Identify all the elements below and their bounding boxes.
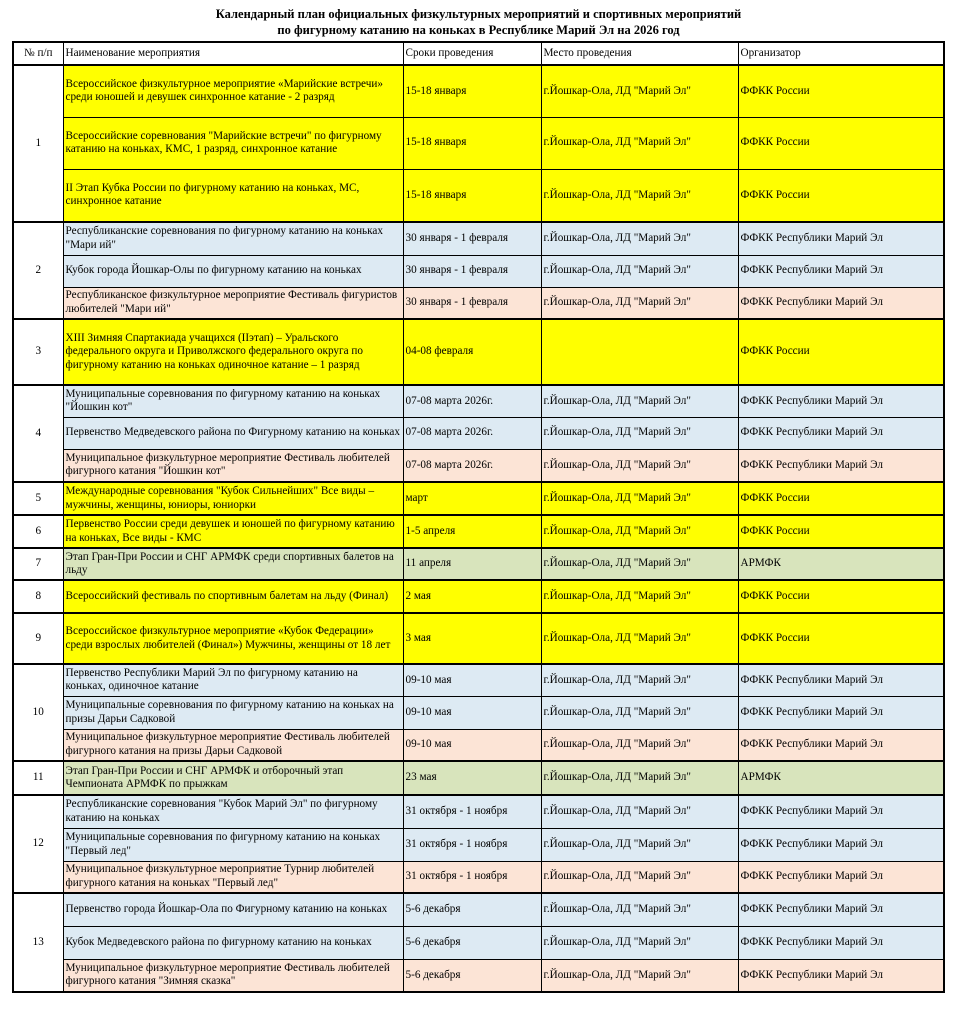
table-row (13, 696, 944, 729)
table-row (13, 319, 944, 385)
event-place: г.Йошкар-Ола, ЛД "Марий Эл" (541, 287, 738, 319)
event-place: г.Йошкар-Ола, ЛД "Марий Эл" (541, 729, 738, 761)
event-place: г.Йошкар-Ола, ЛД "Марий Эл" (541, 117, 738, 169)
table-row (13, 417, 944, 449)
event-dates: 2 мая (403, 580, 541, 613)
event-place: г.Йошкар-Ола, ЛД "Марий Эл" (541, 893, 738, 926)
table-row (13, 255, 944, 287)
event-name: Муниципальное физкультурное мероприятие Фестиваль любителей фигурного катания "Йошкин кот" (63, 449, 403, 482)
event-organizer: ФФКК Республики Марий Эл (738, 861, 944, 893)
event-place: г.Йошкар-Ола, ЛД "Марий Эл" (541, 613, 738, 664)
header-num: № п/п (13, 42, 63, 65)
events-table (12, 41, 945, 993)
event-name: XIII Зимняя Спартакиада учащихся (IIэтап) – Уральского федерального округа и Приволжского федерального округа по фигурному катанию на коньках одиночное катание – 1 разряд (63, 319, 403, 385)
event-dates: март (403, 482, 541, 515)
event-dates: 07-08 марта 2026г. (403, 385, 541, 417)
event-place: г.Йошкар-Ола, ЛД "Марий Эл" (541, 795, 738, 828)
header-organizer: Организатор (738, 42, 944, 65)
event-organizer: ФФКК России (738, 580, 944, 613)
event-place: г.Йошкар-Ола, ЛД "Марий Эл" (541, 417, 738, 449)
table-row (13, 761, 944, 795)
event-place: г.Йошкар-Ола, ЛД "Марий Эл" (541, 696, 738, 729)
group-number: 1 (13, 65, 63, 222)
event-organizer: ФФКК Республики Марий Эл (738, 222, 944, 255)
event-place: г.Йошкар-Ола, ЛД "Марий Эл" (541, 580, 738, 613)
event-organizer: ФФКК Республики Марий Эл (738, 696, 944, 729)
table-row (13, 449, 944, 482)
table-row (13, 926, 944, 959)
table-row (13, 729, 944, 761)
event-dates: 15-18 января (403, 169, 541, 222)
event-name: Всероссийское физкультурное мероприятие «Кубок Федерации» среди взрослых любителей (Финал») Мужчины, женщины от 18 лет (63, 613, 403, 664)
group-number: 11 (13, 761, 63, 795)
event-organizer: ФФКК Республики Марий Эл (738, 417, 944, 449)
event-dates: 31 октября - 1 ноября (403, 861, 541, 893)
event-organizer: ФФКК Республики Марий Эл (738, 795, 944, 828)
table-body (13, 65, 944, 992)
event-organizer: ФФКК Республики Марий Эл (738, 893, 944, 926)
event-dates: 09-10 мая (403, 664, 541, 696)
event-organizer: ФФКК России (738, 515, 944, 548)
group-number: 3 (13, 319, 63, 385)
event-name: Этап Гран-При России и СНГ АРМФК среди спортивных балетов на льду (63, 548, 403, 580)
document-title (0, 0, 957, 37)
event-place: г.Йошкар-Ола, ЛД "Марий Эл" (541, 65, 738, 117)
event-dates: 31 октября - 1 ноября (403, 828, 541, 861)
event-name: Муниципальное физкультурное мероприятие Турнир любителей фигурного катания на коньках "Первый лед" (63, 861, 403, 893)
table-row (13, 795, 944, 828)
event-name: Этап Гран-При России и СНГ АРМФК и отборочный этап Чемпионата АРМФК по прыжкам (63, 761, 403, 795)
table-row (13, 613, 944, 664)
event-dates: 11 апреля (403, 548, 541, 580)
event-place: г.Йошкар-Ола, ЛД "Марий Эл" (541, 255, 738, 287)
table-row (13, 861, 944, 893)
event-organizer: ФФКК Республики Марий Эл (738, 828, 944, 861)
table-row (13, 65, 944, 117)
header-dates: Сроки проведения (403, 42, 541, 65)
event-organizer: ФФКК России (738, 117, 944, 169)
event-dates: 15-18 января (403, 65, 541, 117)
event-dates: 07-08 марта 2026г. (403, 449, 541, 482)
event-name: Первенство России среди девушек и юношей по фигурному катанию на коньках, Все виды - КМС (63, 515, 403, 548)
event-place: г.Йошкар-Ола, ЛД "Марий Эл" (541, 449, 738, 482)
event-organizer: ФФКК Республики Марий Эл (738, 729, 944, 761)
header-name: Наименование мероприятия (63, 42, 403, 65)
event-dates: 5-6 декабря (403, 959, 541, 992)
event-place: г.Йошкар-Ола, ЛД "Марий Эл" (541, 222, 738, 255)
event-dates: 04-08 февраля (403, 319, 541, 385)
event-name: Республиканское физкультурное мероприятие Фестиваль фигуристов любителей "Мари ий" (63, 287, 403, 319)
event-dates: 23 мая (403, 761, 541, 795)
event-organizer: ФФКК Республики Марий Эл (738, 959, 944, 992)
group-number: 4 (13, 385, 63, 482)
event-name: Республиканские соревнования по фигурному катанию на коньках "Мари ий" (63, 222, 403, 255)
table-row (13, 287, 944, 319)
event-name: Муниципальные соревнования по фигурному катанию на коньках на призы Дарьи Садковой (63, 696, 403, 729)
group-number: 6 (13, 515, 63, 548)
title-line-2: по фигурному катанию на коньках в Республике Марий Эл на 2026 год (277, 23, 680, 37)
event-organizer: ФФКК России (738, 319, 944, 385)
event-organizer: ФФКК Республики Марий Эл (738, 926, 944, 959)
event-name: Международные соревнования "Кубок Сильнейших" Все виды – мужчины, женщины, юниоры, юниорки (63, 482, 403, 515)
event-name: Всероссийское физкультурное мероприятие «Марийские встречи» среди юношей и девушек синхронное катание - 2 разряд (63, 65, 403, 117)
event-dates: 07-08 марта 2026г. (403, 417, 541, 449)
table-row (13, 482, 944, 515)
table-row (13, 959, 944, 992)
table-row (13, 515, 944, 548)
event-dates: 31 октября - 1 ноября (403, 795, 541, 828)
event-organizer: АРМФК (738, 548, 944, 580)
event-organizer: АРМФК (738, 761, 944, 795)
group-number: 7 (13, 548, 63, 580)
event-place: г.Йошкар-Ола, ЛД "Марий Эл" (541, 761, 738, 795)
event-dates: 09-10 мая (403, 696, 541, 729)
event-place: г.Йошкар-Ола, ЛД "Марий Эл" (541, 515, 738, 548)
group-number: 9 (13, 613, 63, 664)
event-name: Первенство Медведевского района по Фигурному катанию на коньках (63, 417, 403, 449)
table-header-row (13, 42, 944, 65)
event-organizer: ФФКК Республики Марий Эл (738, 664, 944, 696)
table-row (13, 893, 944, 926)
event-name: Республиканские соревнования "Кубок Марий Эл" по фигурному катанию на коньках (63, 795, 403, 828)
table-row (13, 222, 944, 255)
event-dates: 5-6 декабря (403, 926, 541, 959)
event-dates: 15-18 января (403, 117, 541, 169)
event-name: Муниципальные соревнования по фигурному катанию на коньках "Первый лед" (63, 828, 403, 861)
group-number: 8 (13, 580, 63, 613)
table-row (13, 580, 944, 613)
event-name: Кубок города Йошкар-Олы по фигурному катанию на коньках (63, 255, 403, 287)
header-place: Место проведения (541, 42, 738, 65)
event-dates: 30 января - 1 февраля (403, 222, 541, 255)
event-organizer: ФФКК России (738, 169, 944, 222)
table-row (13, 548, 944, 580)
event-name: Муниципальное физкультурное мероприятие Фестиваль любителей фигурного катания на призы Дарьи Садковой (63, 729, 403, 761)
event-dates: 1-5 апреля (403, 515, 541, 548)
group-number: 13 (13, 893, 63, 992)
event-place: г.Йошкар-Ола, ЛД "Марий Эл" (541, 385, 738, 417)
group-number: 10 (13, 664, 63, 761)
event-organizer: ФФКК Республики Марий Эл (738, 255, 944, 287)
event-organizer: ФФКК Республики Марий Эл (738, 385, 944, 417)
group-number: 12 (13, 795, 63, 893)
event-place: г.Йошкар-Ола, ЛД "Марий Эл" (541, 959, 738, 992)
event-place (541, 319, 738, 385)
event-organizer: ФФКК Республики Марий Эл (738, 287, 944, 319)
event-name: Кубок Медведевского района по фигурному катанию на коньках (63, 926, 403, 959)
event-place: г.Йошкар-Ола, ЛД "Марий Эл" (541, 926, 738, 959)
event-place: г.Йошкар-Ола, ЛД "Марий Эл" (541, 664, 738, 696)
event-organizer: ФФКК Республики Марий Эл (738, 449, 944, 482)
event-dates: 09-10 мая (403, 729, 541, 761)
event-place: г.Йошкар-Ола, ЛД "Марий Эл" (541, 828, 738, 861)
event-name: Муниципальное физкультурное мероприятие Фестиваль любителей фигурного катания "Зимняя сказка" (63, 959, 403, 992)
event-dates: 5-6 декабря (403, 893, 541, 926)
event-name: Муниципальные соревнования по фигурному катанию на коньках "Йошкин кот" (63, 385, 403, 417)
group-number: 5 (13, 482, 63, 515)
table-row (13, 664, 944, 696)
event-name: Всероссийские соревнования "Марийские встречи" по фигурному катанию на коньках, КМС, 1 разряд, синхронное катание (63, 117, 403, 169)
table-row (13, 385, 944, 417)
event-organizer: ФФКК России (738, 482, 944, 515)
table-row (13, 169, 944, 222)
table-row (13, 828, 944, 861)
event-name: Первенство Республики Марий Эл по фигурному катанию на коньках, одиночное катание (63, 664, 403, 696)
event-name: Первенство города Йошкар-Ола по Фигурному катанию на коньках (63, 893, 403, 926)
event-place: г.Йошкар-Ола, ЛД "Марий Эл" (541, 861, 738, 893)
table-row (13, 117, 944, 169)
event-dates: 30 января - 1 февраля (403, 255, 541, 287)
event-dates: 30 января - 1 февраля (403, 287, 541, 319)
event-place: г.Йошкар-Ола, ЛД "Марий Эл" (541, 548, 738, 580)
event-dates: 3 мая (403, 613, 541, 664)
event-place: г.Йошкар-Ола, ЛД "Марий Эл" (541, 482, 738, 515)
event-name: Всероссийский фестиваль по спортивным балетам на льду (Финал) (63, 580, 403, 613)
event-name: II Этап Кубка России по фигурному катанию на коньках, МС, синхронное катание (63, 169, 403, 222)
group-number: 2 (13, 222, 63, 319)
event-organizer: ФФКК России (738, 65, 944, 117)
event-organizer: ФФКК России (738, 613, 944, 664)
event-place: г.Йошкар-Ола, ЛД "Марий Эл" (541, 169, 738, 222)
title-line-1: Календарный план официальных физкультурных мероприятий и спортивных мероприятий (215, 7, 742, 21)
